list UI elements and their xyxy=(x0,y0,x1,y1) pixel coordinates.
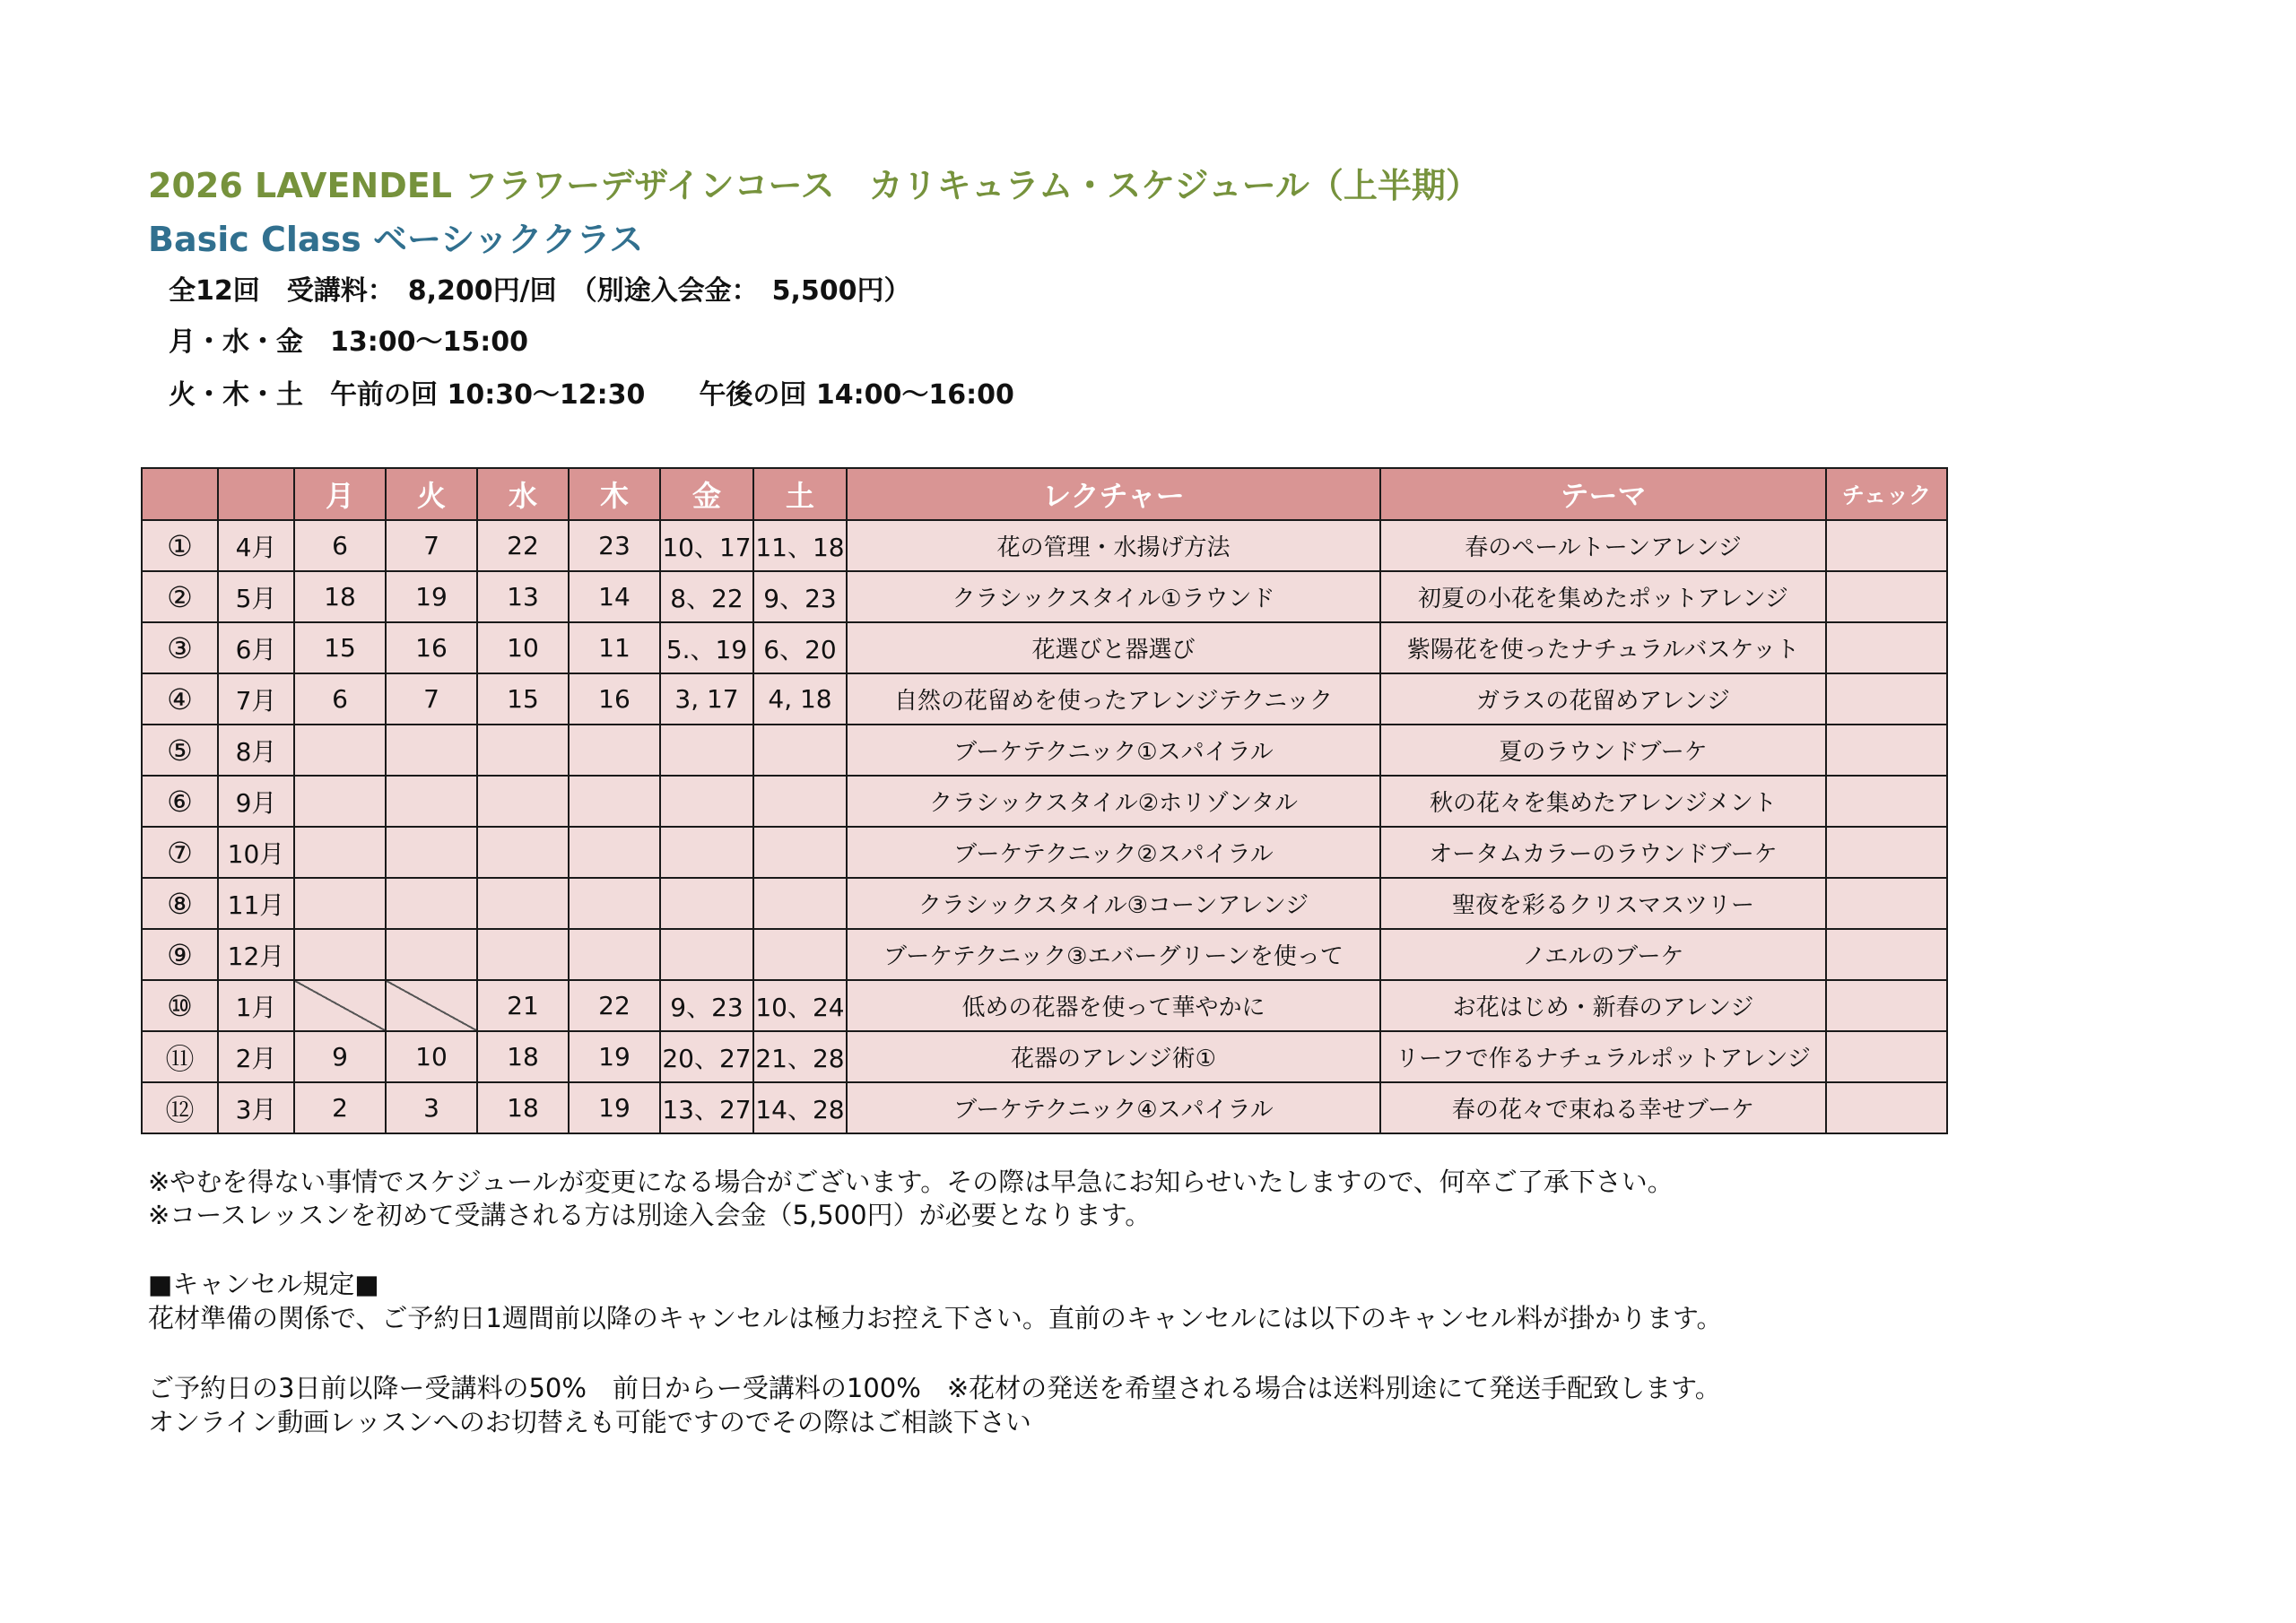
theme-cell: ノエルのブーケ xyxy=(1380,929,1826,980)
lesson-number: ⑨ xyxy=(142,929,218,980)
month-cell: 7月 xyxy=(218,673,294,725)
lecture-cell: ブーケテクニック②スパイラル xyxy=(847,827,1380,878)
header-lecture: レクチャー xyxy=(847,468,1380,520)
theme-cell: 聖夜を彩るクリスマスツリー xyxy=(1380,878,1826,929)
header-wed: 水 xyxy=(477,468,569,520)
header-fri: 金 xyxy=(660,468,753,520)
lesson-number: ⑪ xyxy=(142,1031,218,1082)
table-row xyxy=(142,571,1947,622)
sat-cell xyxy=(753,827,847,878)
theme-cell: 紫陽花を使ったナチュラルバスケット xyxy=(1380,622,1826,673)
wed-cell: 15 xyxy=(477,673,569,725)
fri-cell xyxy=(660,929,753,980)
tue-cell: 16 xyxy=(386,622,477,673)
lecture-cell: 花器のアレンジ術① xyxy=(847,1031,1380,1082)
theme-cell: 春のペールトーンアレンジ xyxy=(1380,520,1826,571)
lesson-number: ① xyxy=(142,520,218,571)
table-row xyxy=(142,776,1947,827)
tue-cell xyxy=(386,929,477,980)
theme-cell: オータムカラーのラウンドブーケ xyxy=(1380,827,1826,878)
month-cell: 3月 xyxy=(218,1082,294,1133)
wed-cell: 22 xyxy=(477,520,569,571)
thu-cell: 11 xyxy=(569,622,660,673)
header-check: チェック xyxy=(1826,468,1947,520)
cancel-line-2: ご予約日の3日前以降ー受講料の50% 前日からー受講料の100% ※花材の発送を希望される場合は送料別途にて発送手配致します。 xyxy=(148,1373,1721,1403)
thu-cell: 19 xyxy=(569,1031,660,1082)
class-subtitle: Basic Class ベーシッククラス xyxy=(148,220,644,259)
sat-cell: 4, 18 xyxy=(753,673,847,725)
thu-cell xyxy=(569,725,660,776)
theme-cell: 夏のラウンドブーケ xyxy=(1380,725,1826,776)
thu-cell: 16 xyxy=(569,673,660,725)
fri-cell: 13、27 xyxy=(660,1082,753,1133)
theme-cell: お花はじめ・新春のアレンジ xyxy=(1380,980,1826,1031)
month-cell: 8月 xyxy=(218,725,294,776)
cancel-line-3: オンライン動画レッスンへのお切替えも可能ですのでその際はご相談下さい xyxy=(148,1407,1031,1437)
month-cell: 9月 xyxy=(218,776,294,827)
fri-cell xyxy=(660,776,753,827)
header-thu: 木 xyxy=(569,468,660,520)
check-cell[interactable] xyxy=(1826,622,1947,673)
tue-cell: 19 xyxy=(386,571,477,622)
wed-cell: 21 xyxy=(477,980,569,1031)
lecture-cell: 花選びと器選び xyxy=(847,622,1380,673)
mon-cell: 2 xyxy=(294,1082,386,1133)
notice-schedule-change: ※やむを得ない事情でスケジュールが変更になる場合がございます。その際は早急にお知らせいたしますので、何卒ご了承下さい。 xyxy=(148,1167,1674,1197)
check-cell[interactable] xyxy=(1826,571,1947,622)
month-cell: 5月 xyxy=(218,571,294,622)
wed-cell xyxy=(477,929,569,980)
mon-cell xyxy=(294,725,386,776)
lecture-cell: クラシックスタイル①ラウンド xyxy=(847,571,1380,622)
sat-cell: 6、20 xyxy=(753,622,847,673)
sat-cell: 21、28 xyxy=(753,1031,847,1082)
cancel-heading: ■キャンセル規定■ xyxy=(148,1269,379,1299)
sat-cell xyxy=(753,776,847,827)
mon-cell: 6 xyxy=(294,673,386,725)
sat-cell xyxy=(753,725,847,776)
header-mon: 月 xyxy=(294,468,386,520)
header-tue: 火 xyxy=(386,468,477,520)
header-month xyxy=(218,468,294,520)
thu-cell: 14 xyxy=(569,571,660,622)
lesson-number: ⑤ xyxy=(142,725,218,776)
thu-cell xyxy=(569,827,660,878)
lesson-number: ⑩ xyxy=(142,980,218,1031)
mon-cell xyxy=(294,929,386,980)
mon-cell: 18 xyxy=(294,571,386,622)
fri-cell xyxy=(660,827,753,878)
fri-cell: 3, 17 xyxy=(660,673,753,725)
tue-cell: 7 xyxy=(386,673,477,725)
header-sat: 土 xyxy=(753,468,847,520)
wed-cell: 18 xyxy=(477,1082,569,1133)
tue-cell xyxy=(386,827,477,878)
check-cell[interactable] xyxy=(1826,929,1947,980)
tue-cell xyxy=(386,878,477,929)
fri-cell: 10、17 xyxy=(660,520,753,571)
tue-cell xyxy=(386,776,477,827)
lecture-cell: ブーケテクニック③エバーグリーンを使って xyxy=(847,929,1380,980)
theme-cell: リーフで作るナチュラルポットアレンジ xyxy=(1380,1031,1826,1082)
sat-cell xyxy=(753,929,847,980)
table-row xyxy=(142,878,1947,929)
wed-cell xyxy=(477,776,569,827)
curriculum-table xyxy=(141,467,1948,1134)
sat-cell: 14、28 xyxy=(753,1082,847,1133)
lecture-cell: 自然の花留めを使ったアレンジテクニック xyxy=(847,673,1380,725)
check-cell[interactable] xyxy=(1826,827,1947,878)
theme-cell: ガラスの花留めアレンジ xyxy=(1380,673,1826,725)
tue-cell: 3 xyxy=(386,1082,477,1133)
check-cell[interactable] xyxy=(1826,1031,1947,1082)
month-cell: 10月 xyxy=(218,827,294,878)
lecture-cell: ブーケテクニック①スパイラル xyxy=(847,725,1380,776)
check-cell[interactable] xyxy=(1826,776,1947,827)
check-cell[interactable] xyxy=(1826,725,1947,776)
table-row xyxy=(142,827,1947,878)
table-header-row xyxy=(142,468,1947,520)
sat-cell: 9、23 xyxy=(753,571,847,622)
lecture-cell: クラシックスタイル③コーンアレンジ xyxy=(847,878,1380,929)
lesson-number: ④ xyxy=(142,673,218,725)
fri-cell xyxy=(660,878,753,929)
theme-cell: 春の花々で束ねる幸せブーケ xyxy=(1380,1082,1826,1133)
lesson-number: ⑫ xyxy=(142,1082,218,1133)
table-row xyxy=(142,673,1947,725)
check-cell[interactable] xyxy=(1826,878,1947,929)
month-cell: 12月 xyxy=(218,929,294,980)
sat-cell xyxy=(753,878,847,929)
mon-cell xyxy=(294,776,386,827)
fri-cell: 9、23 xyxy=(660,980,753,1031)
header-no xyxy=(142,468,218,520)
thu-cell: 22 xyxy=(569,980,660,1031)
fri-cell xyxy=(660,725,753,776)
month-cell: 1月 xyxy=(218,980,294,1031)
check-cell[interactable] xyxy=(1826,980,1947,1031)
tue-cell-struck xyxy=(386,980,477,1031)
wed-cell: 13 xyxy=(477,571,569,622)
lesson-number: ③ xyxy=(142,622,218,673)
table-row xyxy=(142,725,1947,776)
mon-cell xyxy=(294,827,386,878)
wed-cell: 10 xyxy=(477,622,569,673)
tue-cell: 10 xyxy=(386,1031,477,1082)
mon-cell: 6 xyxy=(294,520,386,571)
check-cell[interactable] xyxy=(1826,1082,1947,1133)
month-cell: 11月 xyxy=(218,878,294,929)
table-row xyxy=(142,980,1947,1031)
fri-cell: 20、27 xyxy=(660,1031,753,1082)
schedule-tts: 火・木・土 午前の回 10:30～12:30 午後の回 14:00～16:00 xyxy=(169,379,1014,411)
sat-cell: 10、24 xyxy=(753,980,847,1031)
notice-entry-fee: ※コースレッスンを初めて受講される方は別途入会金（5,500円）が必要となります。 xyxy=(148,1200,1152,1230)
table-row xyxy=(142,1031,1947,1082)
thu-cell xyxy=(569,929,660,980)
lesson-number: ⑦ xyxy=(142,827,218,878)
table-row xyxy=(142,1082,1947,1133)
thu-cell: 23 xyxy=(569,520,660,571)
page-title: 2026 LAVENDEL フラワーデザインコース カリキュラム・スケジュール（上半期） xyxy=(148,166,1480,205)
mon-cell: 9 xyxy=(294,1031,386,1082)
thu-cell: 19 xyxy=(569,1082,660,1133)
mon-cell xyxy=(294,878,386,929)
lesson-number: ⑥ xyxy=(142,776,218,827)
thu-cell xyxy=(569,878,660,929)
lesson-number: ② xyxy=(142,571,218,622)
thu-cell xyxy=(569,776,660,827)
wed-cell xyxy=(477,878,569,929)
lecture-cell: 低めの花器を使って華やかに xyxy=(847,980,1380,1031)
month-cell: 6月 xyxy=(218,622,294,673)
wed-cell xyxy=(477,827,569,878)
fee-info: 全12回 受講料： 8,200円/回 （別途入会金： 5,500円） xyxy=(169,275,911,307)
lecture-cell: クラシックスタイル②ホリゾンタル xyxy=(847,776,1380,827)
cancel-line-1: 花材準備の関係で、ご予約日1週間前以降のキャンセルは極力お控え下さい。直前のキャンセルには以下のキャンセル料が掛かります。 xyxy=(148,1303,1723,1333)
wed-cell xyxy=(477,725,569,776)
fri-cell: 8、22 xyxy=(660,571,753,622)
wed-cell: 18 xyxy=(477,1031,569,1082)
lecture-cell: ブーケテクニック④スパイラル xyxy=(847,1082,1380,1133)
theme-cell: 初夏の小花を集めたポットアレンジ xyxy=(1380,571,1826,622)
check-cell[interactable] xyxy=(1826,520,1947,571)
tue-cell: 7 xyxy=(386,520,477,571)
month-cell: 4月 xyxy=(218,520,294,571)
check-cell[interactable] xyxy=(1826,673,1947,725)
sat-cell: 11、18 xyxy=(753,520,847,571)
schedule-mwf: 月・水・金 13:00～15:00 xyxy=(169,326,528,358)
lecture-cell: 花の管理・水揚げ方法 xyxy=(847,520,1380,571)
mon-cell: 15 xyxy=(294,622,386,673)
tue-cell xyxy=(386,725,477,776)
lesson-number: ⑧ xyxy=(142,878,218,929)
mon-cell-struck xyxy=(294,980,386,1031)
table-row xyxy=(142,520,1947,571)
table-row xyxy=(142,929,1947,980)
fri-cell: 5.、19 xyxy=(660,622,753,673)
table-row xyxy=(142,622,1947,673)
header-theme: テーマ xyxy=(1380,468,1826,520)
month-cell: 2月 xyxy=(218,1031,294,1082)
theme-cell: 秋の花々を集めたアレンジメント xyxy=(1380,776,1826,827)
